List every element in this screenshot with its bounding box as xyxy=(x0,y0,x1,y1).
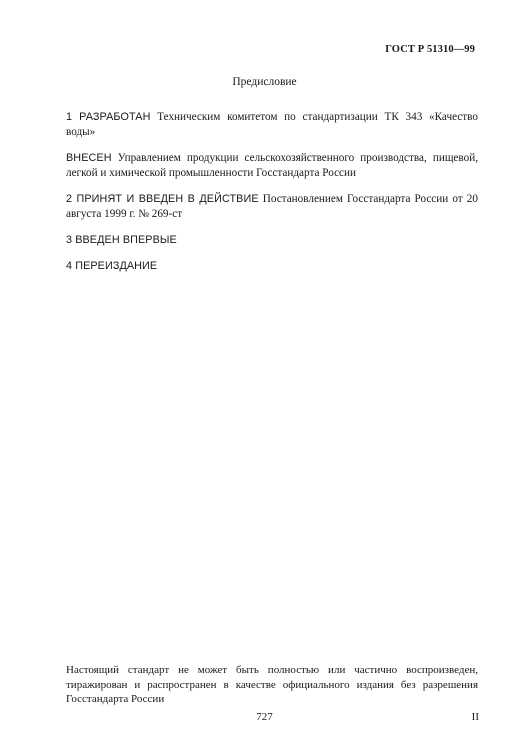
preface-text: Постановлением Госстандарта России от 20 августа 1999 г. № 269-ст xyxy=(66,193,478,220)
page-number: 727 xyxy=(256,711,273,723)
document-code: ГОСТ Р 51310—99 xyxy=(385,44,475,55)
copyright-notice: Настоящий стандарт не может быть полностью или частично воспроизведен, тиражирован и распространен в качестве официального издания без разрешения Госстандарта России xyxy=(66,664,478,705)
preface-item-adopted xyxy=(66,192,478,222)
preface-term: 2 ПРИНЯТ И ВВЕДЕН В ДЕЙСТВИЕ xyxy=(66,193,259,205)
preface-term: 4 ПЕРЕИЗДАНИЕ xyxy=(66,260,158,272)
preface-text: Управлением продукции сельскохозяйственного производства, пищевой, легкой и химической промышленности Госстандарта России xyxy=(66,152,478,179)
preface-term: 1 РАЗРАБОТАН xyxy=(66,111,151,123)
preface-term: 3 ВВЕДЕН ВПЕРВЫЕ xyxy=(66,234,177,246)
preface-text: Техническим комитетом по стандартизации ТК 343 «Качество воды» xyxy=(66,111,478,138)
section-title: Предисловие xyxy=(232,76,297,88)
preface-item-first-introduced xyxy=(66,233,478,248)
preface-body xyxy=(66,110,478,285)
preface-item-developed xyxy=(66,110,478,140)
preface-item-reissue xyxy=(66,259,478,274)
preface-item-introduced xyxy=(66,151,478,181)
roman-page-number: II xyxy=(471,711,479,723)
preface-term: ВНЕСЕН xyxy=(66,152,112,164)
